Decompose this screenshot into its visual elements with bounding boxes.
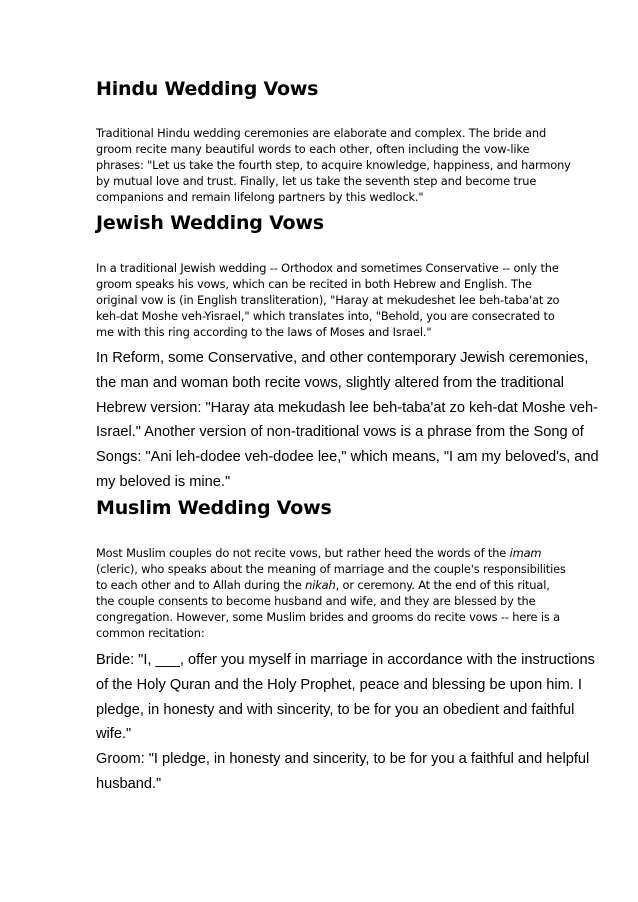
muslim-paragraph-recitation	[96, 648, 595, 797]
text-line: companions and remain lifelong partners by this wedlock."	[96, 190, 424, 204]
text-line: In a traditional Jewish wedding -- Orthodox and sometimes Conservative -- only the	[96, 261, 559, 275]
jewish-paragraph-traditional	[96, 260, 560, 340]
groom-vow-line: husband."	[96, 775, 162, 792]
text-segment: Most Muslim couples do not recite vows, but rather heed the words of the	[96, 546, 510, 560]
jewish-heading: Jewish Wedding Vows	[96, 212, 324, 234]
bride-vow-line: of the Holy Quran and the Holy Prophet, peace and blessing be upon him. I	[96, 676, 582, 693]
bride-vow-line: wife."	[96, 726, 132, 743]
text-line: Israel." Another version of non-traditional vows is a phrase from the Song of	[96, 424, 584, 441]
text-line: the couple consents to become husband and wife, and they are blessed by the	[96, 594, 536, 608]
text-line: common recitation:	[96, 626, 205, 640]
text-line: (cleric), who speaks about the meaning of marriage and the couple's responsibilities	[96, 562, 566, 576]
hindu-paragraph	[96, 125, 571, 205]
text-line	[96, 577, 550, 593]
text-line: my beloved is mine."	[96, 473, 231, 490]
hindu-heading: Hindu Wedding Vows	[96, 78, 319, 100]
text-segment: to each other and to Allah during the	[96, 578, 306, 592]
muslim-paragraph-intro	[96, 545, 566, 641]
text-line: Traditional Hindu wedding ceremonies are elaborate and complex. The bride and	[96, 126, 547, 140]
text-segment: , or ceremony. At the end of this ritual,	[335, 578, 550, 592]
text-line: groom recite many beautiful words to each other, often including the vow-like	[96, 142, 530, 156]
text-line: Songs: "Ani leh-dodee veh-dodee lee," which means, "I am my beloved's, and	[96, 449, 599, 466]
text-line: In Reform, some Conservative, and other contemporary Jewish ceremonies,	[96, 350, 589, 366]
bride-vow-line: Bride: "I, ___, offer you myself in marriage in accordance with the instructions	[96, 652, 595, 668]
text-line: congregation. However, some Muslim brides and grooms do recite vows -- here is a	[96, 610, 560, 624]
text-line: keh-dat Moshe veh-Yisrael," which translates into, "Behold, you are consecrated to	[96, 309, 555, 323]
text-line: by mutual love and trust. Finally, let us take the seventh step and become true	[96, 174, 537, 188]
groom-vow-line: Groom: "I pledge, in honesty and sincerity, to be for you a faithful and helpful	[96, 751, 590, 768]
imam-term: imam	[509, 546, 542, 560]
bride-vow-line: pledge, in honesty and with sincerity, to be for you an obedient and faithful	[96, 701, 575, 718]
nikah-term: nikah	[305, 578, 336, 592]
text-line: Hebrew version: "Haray ata mekudash lee beh-taba'at zo keh-dat Moshe veh-	[96, 399, 598, 416]
text-line	[96, 545, 546, 561]
text-line: groom speaks his vows, which can be recited in both Hebrew and English. The	[96, 277, 532, 291]
text-line: original vow is (in English transliteration), "Haray at mekudeshet lee beh-taba'at zo	[96, 293, 560, 307]
muslim-heading: Muslim Wedding Vows	[96, 497, 332, 519]
text-line: the man and woman both recite vows, slightly altered from the traditional	[96, 374, 565, 391]
jewish-paragraph-reform	[96, 346, 599, 495]
text-line: me with this ring according to the laws of Moses and Israel."	[96, 325, 432, 339]
text-line: phrases: "Let us take the fourth step, to acquire knowledge, happiness, and harmony	[96, 158, 571, 172]
